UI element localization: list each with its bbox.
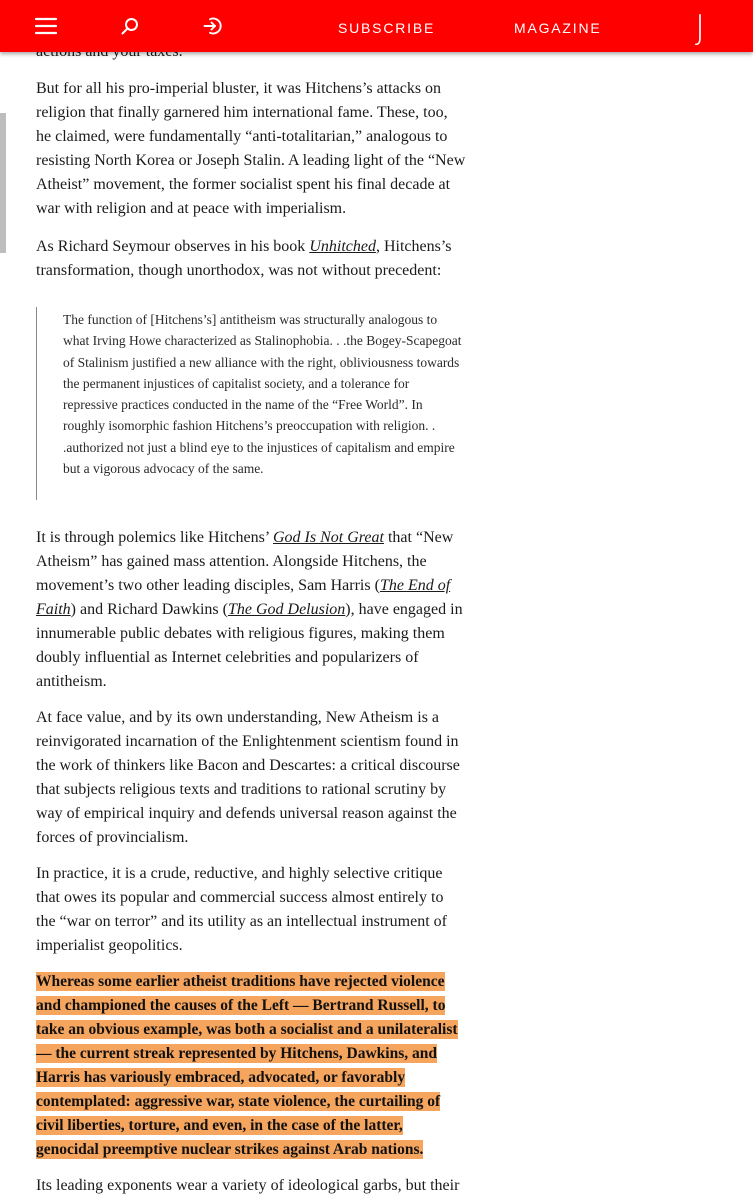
paragraph-text: ), have engaged in innumerable public debates with religious figures, making them doubly influential as Internet celebrities and popularizers of antitheism. [36,601,463,690]
subscribe-link[interactable]: SUBSCRIBE [338,20,436,36]
paragraph-hitchens-religion: But for all his pro-imperial bluster, it was Hitchens’s attacks on religion that finally garnered him international fame. These, too, he claimed, were fundamentally “anti-totalitarian,” analogous to resisting North Korea or Joseph Stalin. A leading light of the “New Atheist” movement, the former socialist spent his final decade at war with religion and at peace with imperialism. [36,80,466,217]
login-icon[interactable] [203,0,223,52]
paragraph-text: It is through polemics like Hitchens’ [36,529,273,546]
paragraph-text: that “New Atheism” has gained mass attention. Alongside Hitchens, the movement’s two other leading disciples, Sam Harris ( [36,529,454,594]
magazine-link[interactable]: MAGAZINE [514,20,602,36]
paragraph-in-practice: In practice, it is a crude, reductive, and highly selective critique that owes its popular and commercial success almost entirely to the “war on terror” and its utility as an intellectual instrument of imperialist geopolitics. [36,865,447,954]
end-of-faith-link[interactable]: The End of Faith [36,577,451,618]
search-icon[interactable] [120,0,140,52]
scroll-position-indicator [0,113,6,253]
paragraph-text: ) and Richard Dawkins ( [70,601,228,618]
paragraph-text: , Hitchens’s transformation, though unorthodox, was not without precedent: [36,238,452,279]
blockquote [36,307,463,500]
paragraph-text: As Richard Seymour observes in his book [36,238,310,255]
jacobin-logo[interactable]: J [694,8,705,48]
highlighted-text[interactable]: Whereas some earlier atheist traditions have rejected violence and championed the causes of the Left — Bertrand Russell, to take an obvious example, was both a socialist and a unilateralist — the current streak represented by Hitchens, Dawkins, and Harris has variously embraced, advocated, or favorably contemplated: aggressive war, state violence, the curtailing of civil liberties, torture, and even, in the case of the latter, genocidal preemptive nuclear strikes against Arab nations. [36,973,458,1158]
paragraph-face-value: At face value, and by its own understanding, New Atheism is a reinvigorated incarnation of the Enlightenment scientism found in the work of thinkers like Bacon and Descartes: a critical discourse that subjects religious texts and traditions to rational scrutiny by way of empirical inquiry and defends universal reason against the forces of provincialism. [36,709,460,846]
paragraph-exponents: Its leading exponents wear a variety of ideological garbs, but their [36,1177,460,1194]
menu-icon[interactable] [35,0,57,52]
paragraph-new-atheism [36,526,466,694]
paragraph-highlighted [36,970,466,1162]
paragraph-seymour [36,235,466,283]
unhitched-link[interactable]: Unhitched [309,238,376,255]
quote-text: The function of [Hitchens’s] antitheism was structurally analogous to what Irving Howe characterized as Stalinophobia. . .the Bogey-Scapegoat of Stalinism justified a new alliance with the right, obliviousness towards the permanent injustices of capitalist society, and a tolerance for repressive practices conducted in the name of the “Free World”. In roughly isomorphic fashion Hitchens’s preoccupation with religion. . .authorized not just a blind eye to the injustices of capitalism and empire but a vigorous advocacy of the same. [63,312,462,477]
god-delusion-link[interactable]: The God Delusion [227,601,346,618]
god-is-not-great-link[interactable]: God Is Not Great [273,529,384,546]
top-nav-bar [0,0,753,52]
